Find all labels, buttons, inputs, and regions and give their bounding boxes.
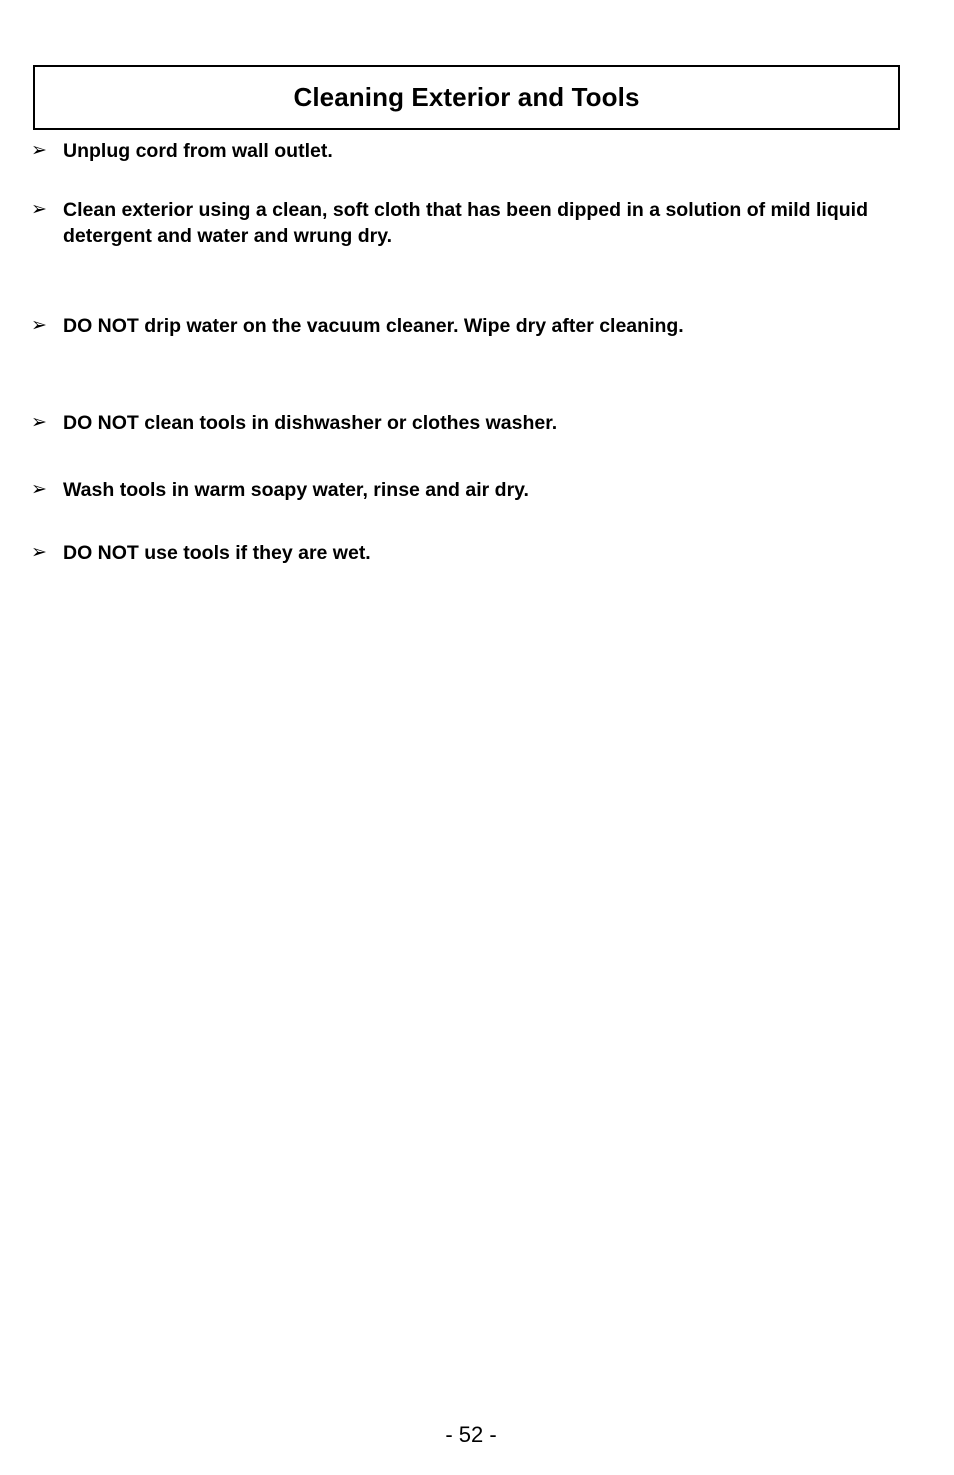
arrow-bullet-icon: ➢ [31, 412, 47, 433]
arrow-bullet-icon: ➢ [31, 140, 47, 161]
section-title-box [33, 65, 900, 130]
arrow-bullet-icon: ➢ [31, 479, 47, 500]
arrow-bullet-icon: ➢ [31, 199, 47, 220]
instruction-text: Clean exterior using a clean, soft cloth that has been dipped in a solution of mild liquid detergent and water and wrung dry. [63, 199, 869, 247]
instruction-text: DO NOT clean tools in dishwasher or clothes washer. [63, 412, 558, 434]
instruction-item [31, 410, 911, 436]
instruction-text: Unplug cord from wall outlet. [63, 140, 333, 162]
instruction-item [31, 313, 911, 339]
instruction-item [31, 540, 911, 566]
instruction-text: DO NOT use tools if they are wet. [63, 542, 371, 564]
instruction-item [31, 197, 911, 249]
instruction-text: DO NOT drip water on the vacuum cleaner. Wipe dry after cleaning. [63, 315, 684, 337]
instruction-item [31, 477, 911, 503]
page-number: - 52 - [445, 1422, 497, 1447]
section-title: Cleaning Exterior and Tools [293, 82, 640, 112]
instruction-text: Wash tools in warm soapy water, rinse and air dry. [63, 479, 529, 501]
arrow-bullet-icon: ➢ [31, 542, 47, 563]
arrow-bullet-icon: ➢ [31, 315, 47, 336]
instruction-item [31, 138, 911, 164]
